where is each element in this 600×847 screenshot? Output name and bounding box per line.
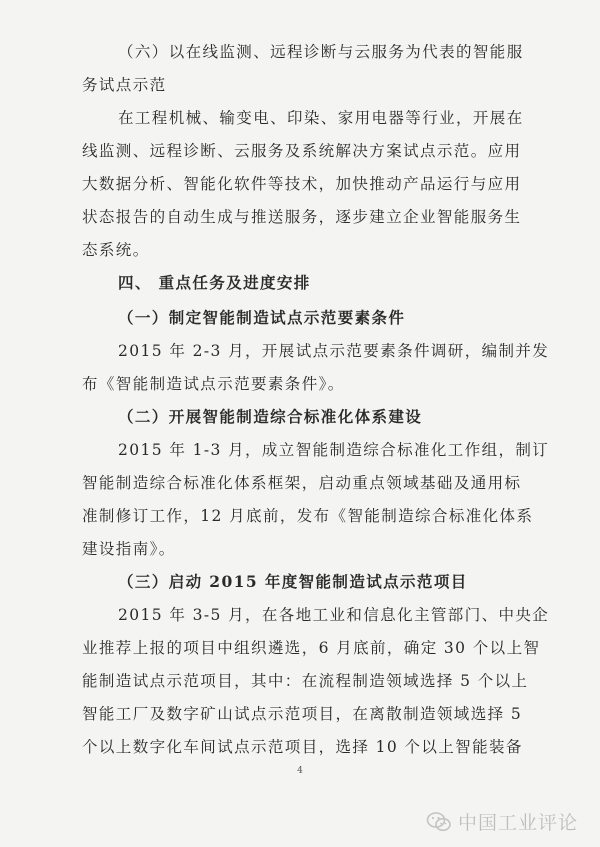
page-number: 4 xyxy=(297,766,303,776)
paragraph-line: 业推荐上报的项目中组织遴选，6 月底前，确定 30 个以上智 xyxy=(82,639,541,657)
paragraph-line: 2015 年 3-5 月，在各地工业和信息化主管部门、中央企 xyxy=(118,606,550,624)
paragraph-line: 2015 年 2-3 月，开展试点示范要素条件调研，编制并发 xyxy=(118,342,550,360)
watermark xyxy=(426,808,578,835)
paragraph-line: 2015 年 1-3 月，成立智能制造综合标准化工作组，制订 xyxy=(118,441,550,459)
section-heading-line: 务试点示范 xyxy=(82,76,167,94)
paragraph-line: 态系统。 xyxy=(82,241,150,259)
paragraph-line: 能制造试点示范项目，其中：在流程制造领域选择 5 个以上 xyxy=(82,672,529,690)
paragraph-line: 准制修订工作，12 月底前，发布《智能制造综合标准化体系 xyxy=(82,507,534,525)
paragraph-line: 建设指南》。 xyxy=(82,540,176,558)
subsection-heading: （三）启动 2015 年度智能制造试点示范项目 xyxy=(118,572,468,591)
wechat-icon xyxy=(426,811,452,833)
subsection-heading: （二）开展智能制造综合标准化体系建设 xyxy=(118,407,423,426)
paragraph-line: 在工程机械、输变电、印染、家用电器等行业，开展在 xyxy=(118,109,524,127)
paragraph-line: 智能工厂及数字矿山试点示范项目，在离散制造领域选择 5 xyxy=(82,705,523,723)
paragraph-line: 线监测、远程诊断、云服务及系统解决方案试点示范。应用 xyxy=(82,142,522,160)
paragraph-line: 布《智能制造试点示范要素条件》。 xyxy=(82,375,345,393)
watermark-text: 中国工业评论 xyxy=(457,812,578,834)
paragraph-line: 智能制造综合标准化体系框架，启动重点领域基础及通用标 xyxy=(82,474,522,492)
paragraph-line: 状态报告的自动生成与推送服务，逐步建立企业智能服务生 xyxy=(82,208,522,226)
paragraph-line: 个以上数字化车间试点示范项目，选择 10 个以上智能装备 xyxy=(82,738,523,756)
paragraph-line: 大数据分析、智能化软件等技术，加快推动产品运行与应用 xyxy=(82,175,522,193)
subsection-heading: （一）制定智能制造试点示范要素条件 xyxy=(118,308,406,327)
chapter-heading: 四、 重点任务及进度安排 xyxy=(118,273,311,292)
section-heading-line: （六）以在线监测、远程诊断与云服务为代表的智能服 xyxy=(118,43,524,61)
